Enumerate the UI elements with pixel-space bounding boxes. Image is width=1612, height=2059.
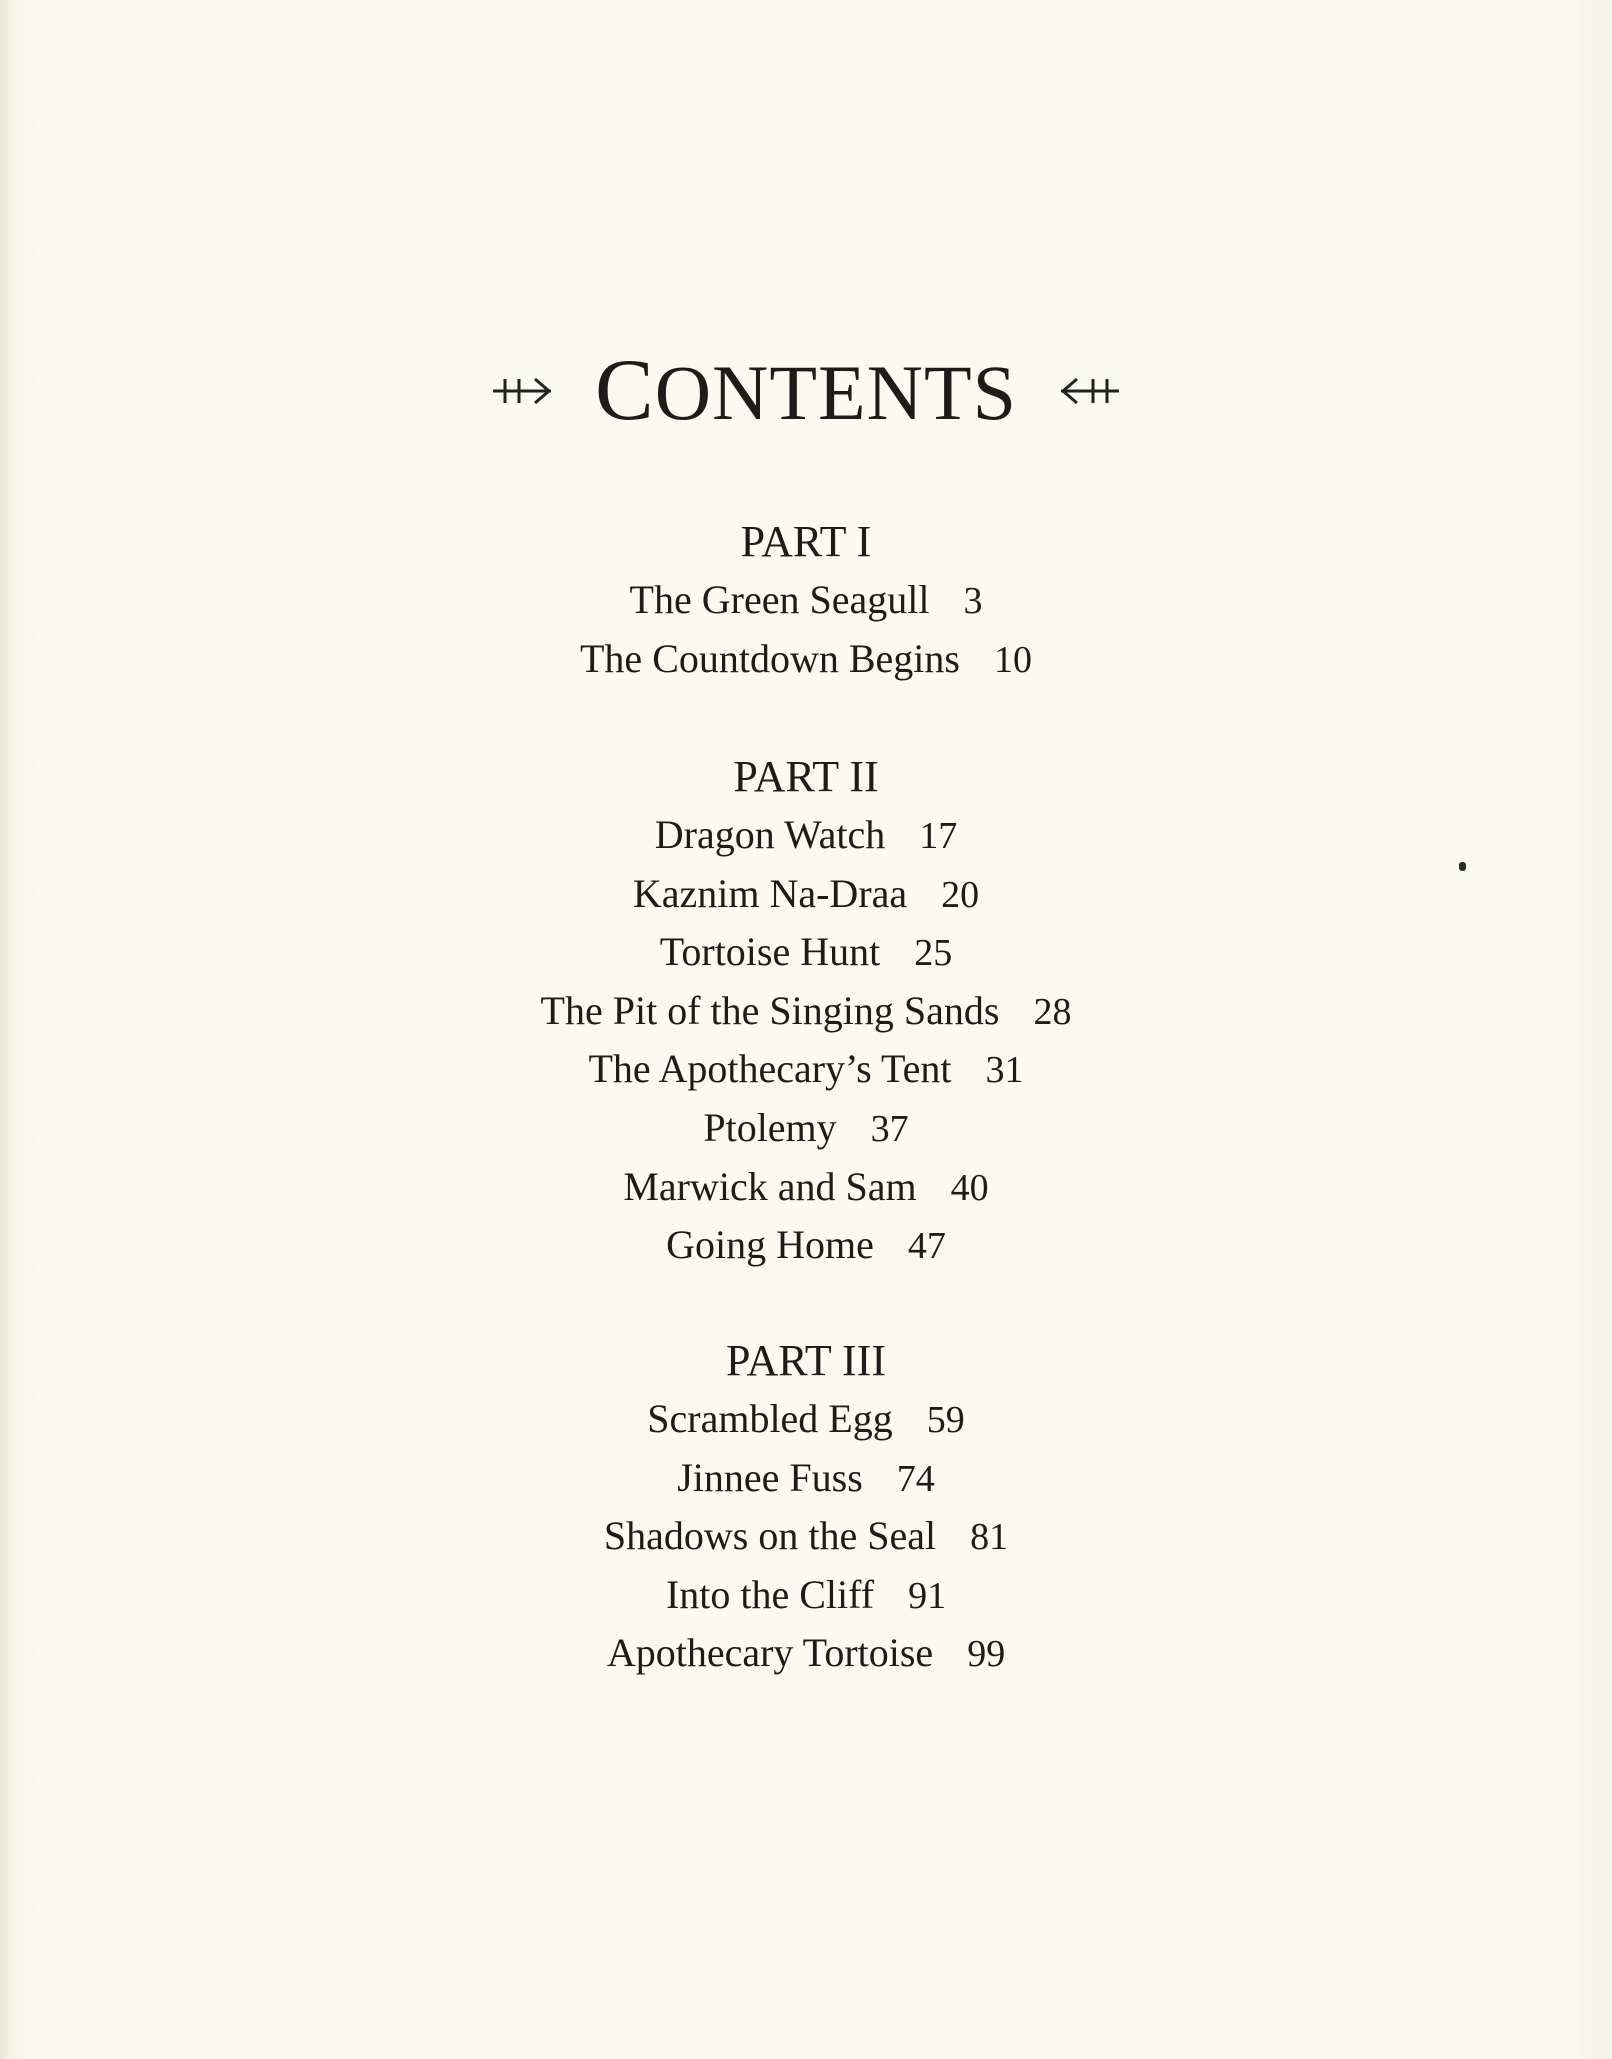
right-ornament-icon: [1055, 371, 1121, 411]
toc-entry[interactable]: The Countdown Begins 10: [580, 635, 1032, 681]
toc-entry[interactable]: Ptolemy 37: [703, 1104, 909, 1150]
part-heading: PART III: [726, 1336, 886, 1385]
toc-entry[interactable]: Tortoise Hunt 25: [659, 929, 953, 975]
part-heading: PART II: [733, 752, 879, 801]
toc-entry[interactable]: Apothecary Tortoise 99: [606, 1630, 1006, 1676]
toc-entry[interactable]: Shadows on the Seal 81: [603, 1513, 1009, 1559]
toc-entry[interactable]: Marwick and Sam 40: [623, 1163, 989, 1209]
toc-entry[interactable]: Going Home 47: [666, 1222, 946, 1268]
left-ornament-icon: [491, 371, 557, 411]
toc-entry[interactable]: Dragon Watch 17: [654, 812, 958, 857]
contents-heading: [0, 340, 1612, 441]
part-heading: PART I: [740, 517, 872, 566]
part-1-section: [0, 513, 1612, 688]
part-3-section: [0, 1332, 1612, 1683]
scan-speck: [1459, 862, 1466, 871]
contents-title: CONTENTS: [594, 342, 1017, 439]
toc-entry[interactable]: The Apothecary’s Tent 31: [588, 1046, 1024, 1092]
toc-entry[interactable]: Kaznim Na-Draa 20: [632, 870, 980, 916]
part-2-section: [0, 748, 1612, 1275]
toc-entry[interactable]: Jinnee Fuss 74: [677, 1454, 935, 1500]
toc-entry[interactable]: Into the Cliff 91: [665, 1571, 947, 1617]
toc-entry[interactable]: The Pit of the Singing Sands 28: [540, 987, 1072, 1033]
toc-entry[interactable]: Scrambled Egg 59: [647, 1396, 965, 1441]
toc-entry[interactable]: The Green Seagull 3: [629, 577, 983, 622]
